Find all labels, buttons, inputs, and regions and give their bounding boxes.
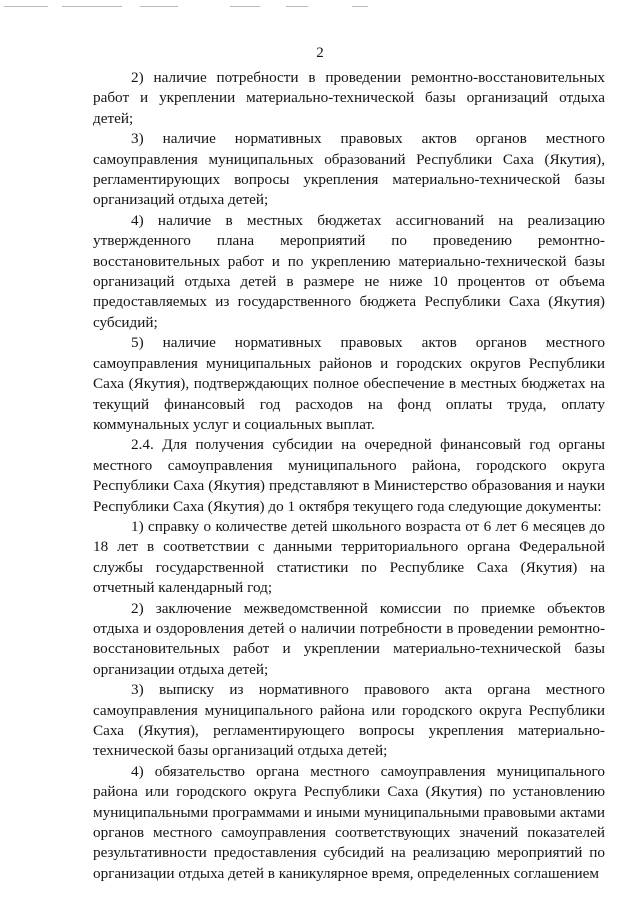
paragraph-condition-2: 2) наличие потребности в проведении ремонтно-восстановительных работ и укреплении материально-технической базы организаций отдыха детей; — [93, 69, 605, 127]
paragraph-document-4: 4) обязательство органа местного самоуправления муниципального района или городского округа Республики Саха (Якутия) по установлению муниципальными программами и иными муниципальными правовыми актами органов местного самоуправления соответствующих значений показателей результативности предоставления субсидий на реализацию мероприятий по организации отдыха детей в каникулярное время, определенных соглашением — [93, 762, 605, 882]
paragraph-document-1: 1) справку о количестве детей школьного возраста от 6 лет 6 месяцев до 18 лет в соответствии с данными территориального органа Федеральной службы государственной статистики по Республике Саха (Якутия) на отчетный календарный год; — [93, 517, 605, 597]
scan-artifact-top-edge — [0, 0, 640, 14]
paragraph-clause-2-4: 2.4. Для получения субсидии на очередной финансовый год органы местного самоуправления муниципального района, городского округа Республики Саха (Якутия) представляют в Министерство образования и науки Республики Саха (Якутия) до 1 октября текущего года следующие документы: — [93, 436, 605, 515]
document-body — [93, 68, 605, 884]
paragraph-condition-4: 4) наличие в местных бюджетах ассигнований на реализацию утвержденного плана мероприятий по проведению ремонтно-восстановительных работ и по укреплению материально-технической базы организаций отдыха детей в размере не ниже 10 процентов от объема предоставляемых из государственного бюджета Республики Саха (Якутия) субсидий; — [93, 211, 605, 331]
paragraph-condition-5: 5) наличие нормативных правовых актов органов местного самоуправления муниципальных районов и городских округов Республики Саха (Якутия), подтверждающих полное обеспечение в местных бюджетах на текущий финансовый год расходов на фонд оплаты труда, оплату коммунальных услуг и социальных выплат. — [93, 334, 605, 433]
paragraph-document-2: 2) заключение межведомственной комиссии по приемке объектов отдыха и оздоровления детей о наличии потребности в проведении ремонтно- восстановительных работ и укреплении материально-технической базы организации отдыха детей; — [93, 599, 605, 678]
paragraph-condition-3: 3) наличие нормативных правовых актов органов местного самоуправления муниципальных образований Республики Саха (Якутия), регламентирующих вопросы укрепления материально-технической базы организаций отдыха детей; — [93, 130, 605, 209]
page-number: 2 — [316, 45, 324, 61]
paragraph-document-3: 3) выписку из нормативного правового акта органа местного самоуправления муниципального района или городского округа Республики Саха (Якутия), регламентирующего вопросы укрепления материально-технической базы организаций отдыха детей; — [93, 681, 605, 760]
